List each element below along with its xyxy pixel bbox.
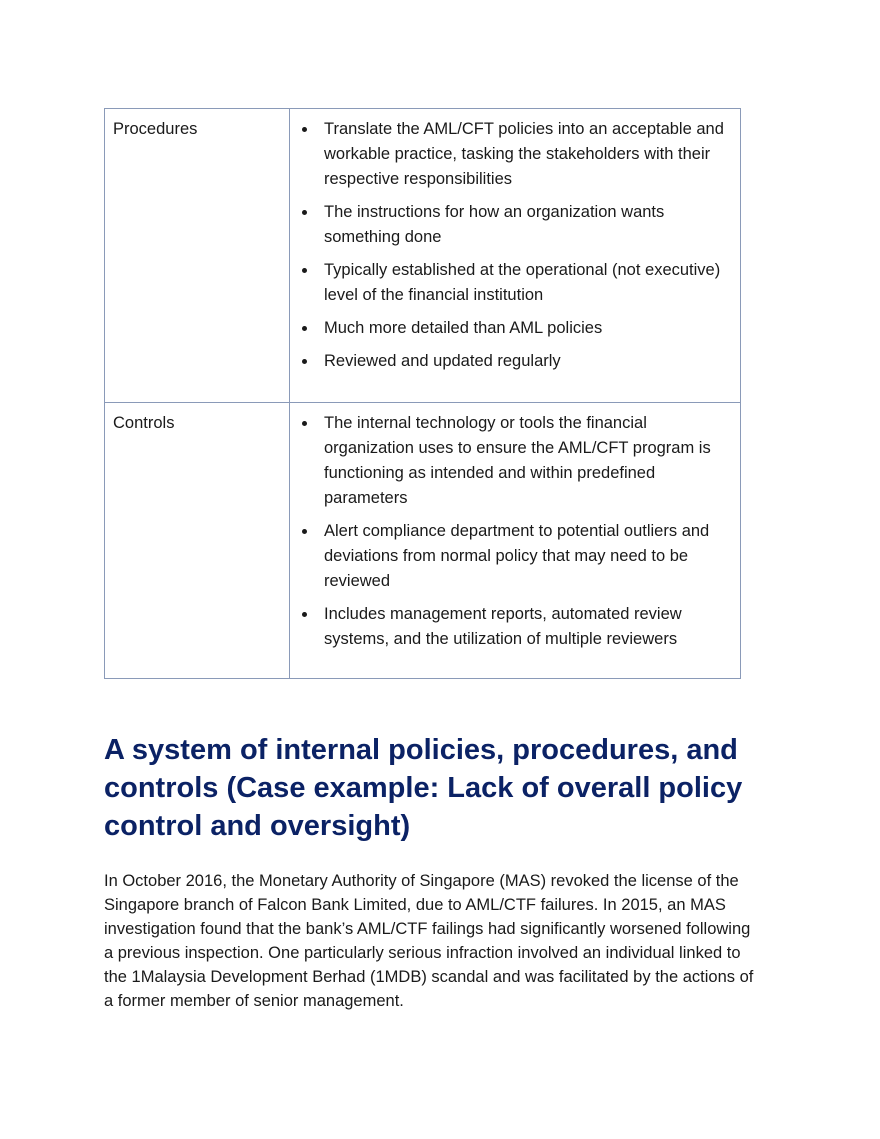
table-row-controls bbox=[105, 403, 741, 679]
table-row-procedures bbox=[105, 109, 741, 403]
list-item: Alert compliance department to potential outliers and deviations from normal policy that may need to be reviewed bbox=[298, 519, 730, 594]
list-item: Typically established at the operational (not executive) level of the financial institution bbox=[298, 258, 730, 308]
list-item: Translate the AML/CFT policies into an acceptable and workable practice, tasking the stakeholders with their respective responsibilities bbox=[298, 117, 730, 192]
list-item: Includes management reports, automated review systems, and the utilization of multiple reviewers bbox=[298, 602, 730, 652]
policy-table bbox=[104, 108, 741, 679]
section-heading: A system of internal policies, procedures, and controls (Case example: Lack of overall policy control and oversight) bbox=[104, 734, 743, 842]
row-content bbox=[290, 403, 741, 679]
bullet-list bbox=[298, 117, 730, 374]
row-label: Procedures bbox=[105, 109, 290, 403]
row-content bbox=[290, 109, 741, 403]
list-item: Reviewed and updated regularly bbox=[298, 349, 730, 374]
list-item: The internal technology or tools the financial organization uses to ensure the AML/CFT program is functioning as intended and within predefined parameters bbox=[298, 411, 730, 511]
list-item: The instructions for how an organization wants something done bbox=[298, 200, 730, 250]
bullet-list bbox=[298, 411, 730, 652]
row-label: Controls bbox=[105, 403, 290, 679]
list-item: Much more detailed than AML policies bbox=[298, 316, 730, 341]
body-paragraph: In October 2016, the Monetary Authority of Singapore (MAS) revoked the license of the Singapore branch of Falcon Bank Limited, due to AML/CTF failures. In 2015, an MAS investigation found that the bank’s AML/CTF failings had significantly worsened following a previous inspection. One particularly serious infraction involved an individual linked to the 1Malaysia Development Berhad (1MDB) scandal and was facilitated by the actions of a former member of senior management. bbox=[104, 872, 754, 1010]
